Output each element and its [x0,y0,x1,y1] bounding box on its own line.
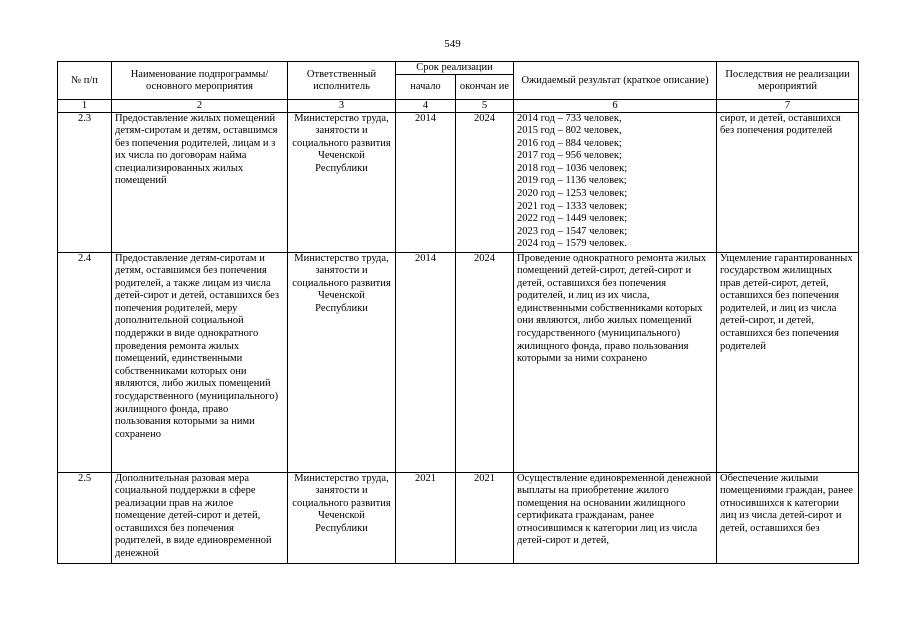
row-executor: Министерство труда, занятости и социального развития Чеченской Республики [288,112,396,252]
row-result [514,112,717,252]
row-name [112,472,288,563]
row-start: 2014 [396,252,456,472]
row-result-text: Осуществление единовременной денежной выплаты на приобретение жилого помещения на основании жилищного сертификата гражданам, ранее относившимся к категории лиц из числа детей-сирот и детей, [517,472,712,547]
row-consequences: Ущемление гарантированных государством жилищных прав детей-сирот, детей, оставшихся без попечения родителей, и лиц из числа детей-сирот, и детей, оставшихся без попечения родителей [717,252,859,472]
row-num: 2.5 [58,472,112,563]
header-name: Наименование подпрограммы/ основного мероприятия [112,62,288,100]
table-row [58,112,859,252]
row-consequences [717,472,859,563]
table-row [58,252,859,472]
row-result: Проведение однократного ремонта жилых помещений детей-сирот, детей-сирот и детей, оставшихся без попечения родителей, и лиц из их числа, единственными собственниками которых они являются, либо жилых помещений государственного (муниципального) жилищного фонда, право пользования которыми за ними сохранено [514,252,717,472]
header-consequences: Последствия не реализации мероприятий [717,62,859,100]
result-line: 2018 год – 1036 человек; [517,162,628,174]
row-end: 2024 [456,252,514,472]
result-line: 2019 год – 1136 человек; [517,175,627,187]
row-name: Предоставление детям-сиротам и детям, оставшимся без попечения родителей, а также лицам из числа детей-сирот и детей, оставшихся без попечения родителей, меру дополнительной социальной поддержки в виде однократного проведения ремонта жилых помещений, единственными собственниками которых они являются, либо жилых помещений государственного (муниципального) жилищного фонда, право пользования которыми за ними сохранено [112,252,288,472]
row-start: 2021 [396,472,456,563]
col-number: 4 [396,100,456,113]
result-line: 2021 год – 1333 человек; [517,200,628,212]
col-number: 1 [58,100,112,113]
result-line: 2016 год – 884 человек; [517,137,622,149]
row-start: 2014 [396,112,456,252]
measures-table [57,61,859,564]
header-period: Срок реализации [396,62,514,75]
row-name: Предоставление жилых помещений детям-сиротам и детям, оставшимся без попечения родителей, лицам и з их числа по договорам найма специализированных жилых помещений [112,112,288,252]
row-num: 2.4 [58,252,112,472]
col-number: 6 [514,100,717,113]
result-line: 2015 год – 802 человек, [517,125,622,137]
row-result [514,472,717,563]
col-number: 3 [288,100,396,113]
table-row [58,472,859,563]
result-line: 2022 год – 1449 человек; [517,213,628,225]
row-name-text: Дополнительная разовая мера социальной поддержки в сфере реализации прав на жилое помещение детей-сирот и детей, оставшихся без попечения родителей, в виде единовременной денежной [115,472,272,560]
col-number: 7 [717,100,859,113]
header-end: окончан ие [456,75,514,100]
header-executor: Ответственный исполнитель [288,62,396,100]
result-line: 2023 год – 1547 человек; [517,225,628,237]
row-consequences-text: Обеспечение жилыми помещениями граждан, ранее относившихся к категории лиц из числа детей-сирот и детей, оставшихся без [720,472,853,534]
row-end: 2024 [456,112,514,252]
result-line: 2014 год – 733 человек, [517,112,622,124]
result-line: 2024 год – 1579 человек. [517,238,627,250]
header-result: Ожидаемый результат (краткое описание) [514,62,717,100]
page-number: 549 [444,38,461,50]
col-number: 2 [112,100,288,113]
header-start: начало [396,75,456,100]
result-line: 2020 год – 1253 человек; [517,188,628,200]
row-consequences: сирот, и детей, оставшихся без попечения родителей [717,112,859,252]
header-num: № п/п [58,62,112,100]
row-num: 2.3 [58,112,112,252]
result-line: 2017 год – 956 человек; [517,150,622,162]
row-end: 2021 [456,472,514,563]
row-executor: Министерство труда, занятости и социального развития Чеченской Республики [288,252,396,472]
row-executor: Министерство труда, занятости и социального развития Чеченской Республики [288,472,396,563]
col-number: 5 [456,100,514,113]
